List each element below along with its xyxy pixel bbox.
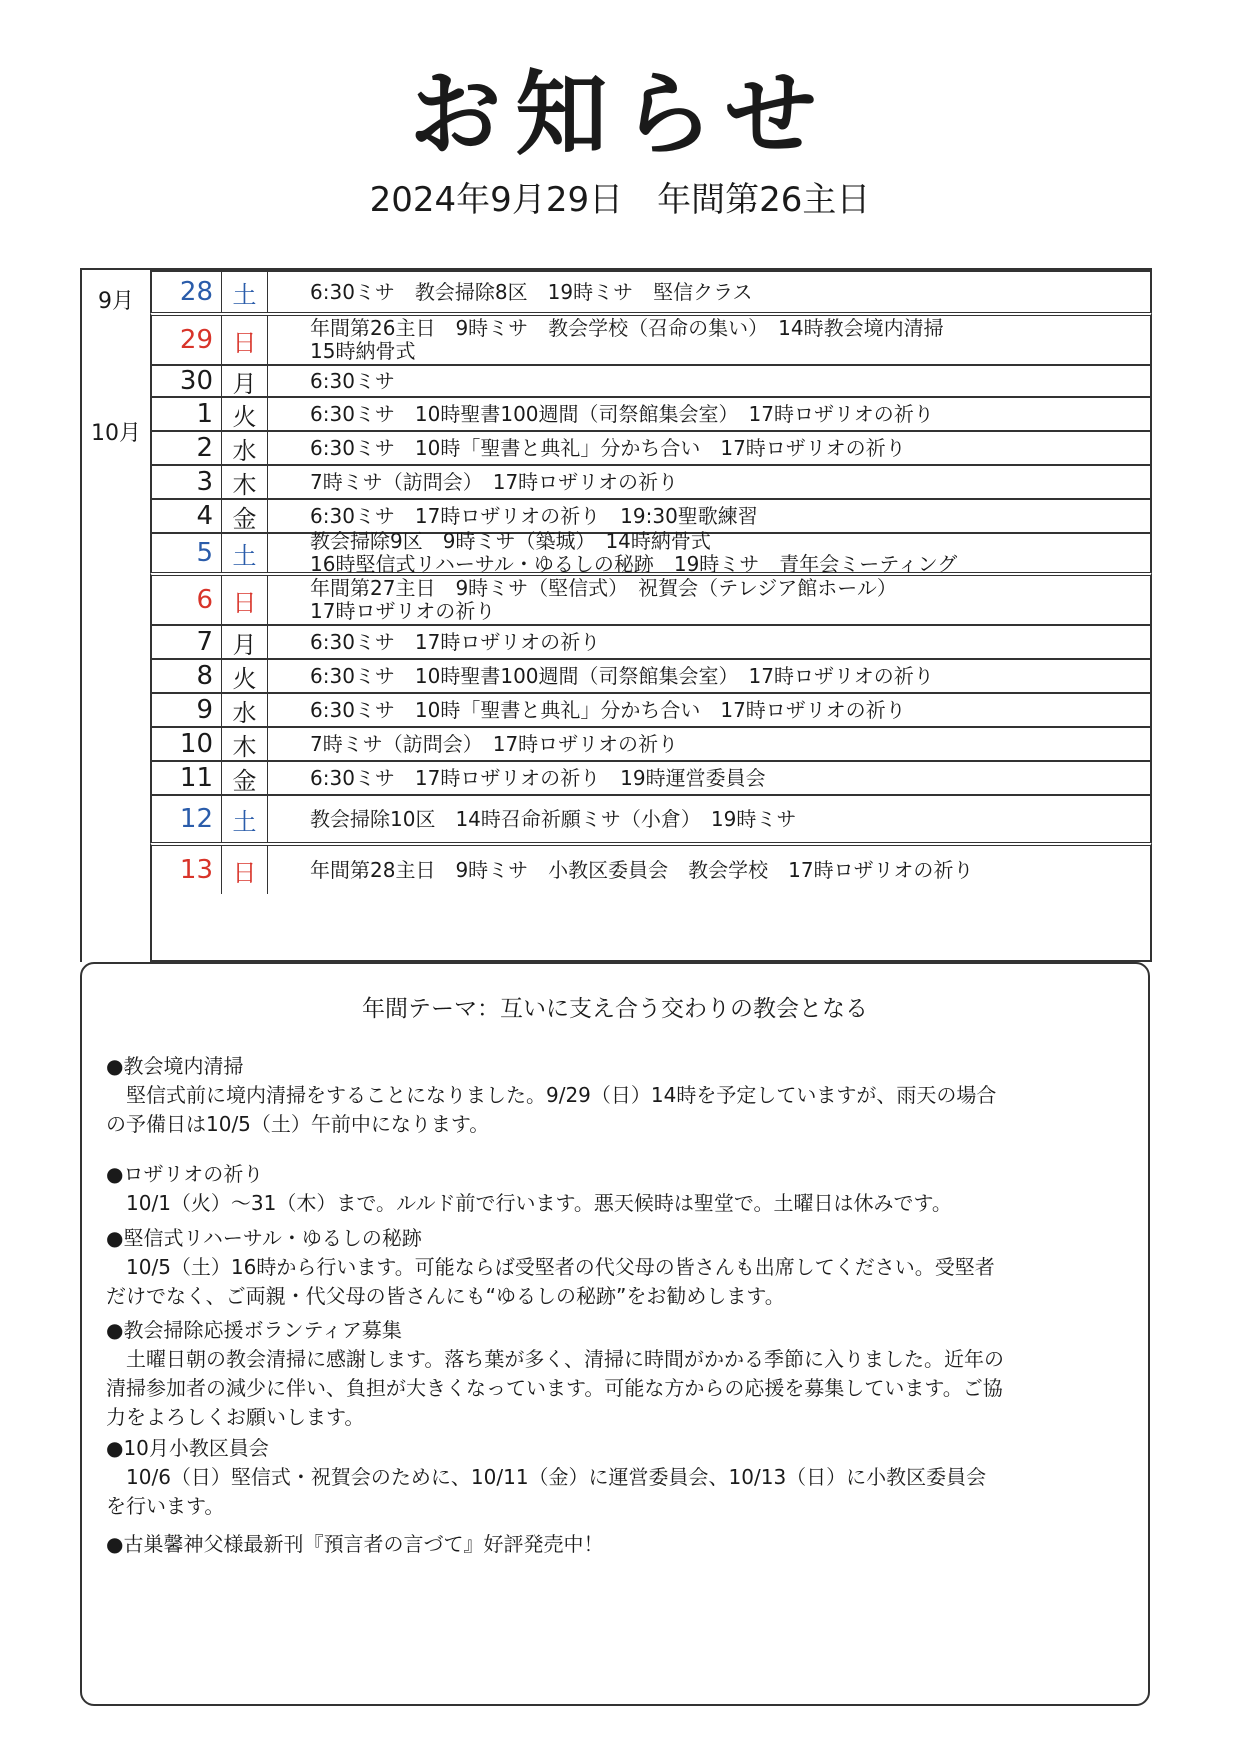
schedule-row — [150, 624, 1152, 658]
date-cell: 2 — [152, 432, 222, 464]
notice-line: 10/5（土）16時から行います。可能ならば受堅者の代父母の皆さんも出席してください。受堅者 — [126, 1255, 995, 1279]
notice-heading: ●教会境内清掃 — [106, 1054, 244, 1078]
weekday-cell: 日 — [222, 576, 268, 624]
notice-line: 10/6（日）堅信式・祝賀会のために、10/11（金）に運営委員会、10/13（日）に小教区委員会 — [126, 1465, 987, 1489]
schedule-row — [150, 396, 1152, 430]
events-cell — [268, 796, 1150, 842]
notice-body — [106, 1081, 1116, 1139]
schedule-row — [150, 726, 1152, 760]
schedule-row — [150, 464, 1152, 498]
event-line: 6:30ミサ 10時聖書100週間（司祭館集会室） 17時ロザリオの祈り — [310, 401, 934, 426]
notices-box — [80, 962, 1150, 1706]
event-line: 7時ミサ（訪問会） 17時ロザリオの祈り — [310, 469, 678, 494]
weekday-cell: 水 — [222, 694, 268, 726]
weekday-cell: 木 — [222, 466, 268, 498]
schedule-row — [150, 364, 1152, 396]
event-line: 年間第27主日 9時ミサ（堅信式） 祝賀会（テレジア館ホール） — [310, 576, 897, 600]
weekday-cell: 日 — [222, 846, 268, 894]
date-cell: 10 — [152, 728, 222, 760]
weekday-cell: 火 — [222, 660, 268, 692]
events-cell — [268, 432, 1150, 464]
event-line: 6:30ミサ 教会掃除8区 19時ミサ 堅信クラス — [310, 279, 753, 304]
event-line: 6:30ミサ 10時「聖書と典礼」分かち合い 17時ロザリオの祈り — [310, 697, 906, 722]
date-cell: 13 — [152, 846, 222, 894]
notice-heading: ●教会掃除応援ボランティア募集 — [106, 1318, 402, 1342]
date-cell: 28 — [152, 272, 222, 312]
event-line: 6:30ミサ 17時ロザリオの祈り — [310, 629, 601, 654]
events-cell — [268, 529, 1150, 576]
notice-line: 力をよろしくお願いします。 — [106, 1405, 365, 1429]
weekday-cell: 金 — [222, 500, 268, 532]
date-cell: 4 — [152, 500, 222, 532]
date-cell: 11 — [152, 762, 222, 794]
notice-heading: ●10月小教区員会 — [106, 1436, 269, 1460]
schedule-row — [150, 529, 1152, 576]
notice-line: の予備日は10/5（土）午前中になります。 — [106, 1112, 490, 1136]
notice-line: を行います。 — [106, 1494, 225, 1518]
schedule-row — [150, 430, 1152, 464]
month-label-october: 10月 — [91, 421, 141, 446]
event-line: 15時納骨式 — [310, 339, 416, 363]
notice-line: 10/1（火）～31（木）まで。ルルド前で行います。悪天候時は聖堂で。土曜日は休みです。 — [126, 1191, 952, 1215]
events-cell — [268, 500, 1150, 532]
events-cell — [268, 398, 1150, 430]
date-cell: 5 — [152, 534, 222, 572]
schedule-row — [150, 572, 1152, 624]
weekday-cell: 水 — [222, 432, 268, 464]
notice-body — [106, 1253, 1116, 1311]
weekday-cell: 土 — [222, 272, 268, 312]
schedule-rows — [150, 270, 1152, 962]
events-cell — [268, 728, 1150, 760]
event-line: 16時堅信式リハーサル・ゆるしの秘跡 19時ミサ 青年会ミーティング — [310, 552, 958, 576]
month-label-september: 9月 — [98, 289, 134, 314]
events-cell — [268, 846, 1150, 894]
event-line: 6:30ミサ — [310, 368, 395, 393]
date-cell: 7 — [152, 626, 222, 658]
event-line: 教会掃除9区 9時ミサ（築城） 14時納骨式 — [310, 529, 711, 553]
notice-line: だけでなく、ご両親・代父母の皆さんにも“ゆるしの秘跡”をお勧めします。 — [106, 1284, 785, 1308]
date-cell: 30 — [152, 366, 222, 396]
event-line: 年間第28主日 9時ミサ 小教区委員会 教会学校 17時ロザリオの祈り — [310, 857, 974, 882]
schedule-row — [150, 498, 1152, 532]
date-cell: 1 — [152, 398, 222, 430]
schedule-row — [150, 794, 1152, 842]
date-cell: 6 — [152, 576, 222, 624]
events-cell — [268, 466, 1150, 498]
weekday-cell: 月 — [222, 626, 268, 658]
event-line: 6:30ミサ 17時ロザリオの祈り 19:30聖歌練習 — [310, 503, 758, 528]
notice-item — [106, 1530, 1116, 1559]
events-cell — [268, 762, 1150, 794]
weekday-cell: 日 — [222, 316, 268, 364]
date-cell: 29 — [152, 316, 222, 364]
notice-line: 堅信式前に境内清掃をすることになりました。9/29（日）14時を予定していますが、雨天の場合 — [126, 1083, 997, 1107]
notice-item — [106, 1434, 1116, 1521]
schedule-row — [150, 760, 1152, 794]
events-cell — [268, 316, 1150, 364]
event-line: 17時ロザリオの祈り — [310, 599, 496, 623]
date-cell: 3 — [152, 466, 222, 498]
date-cell: 8 — [152, 660, 222, 692]
weekday-cell: 土 — [222, 796, 268, 842]
notice-body — [106, 1345, 1116, 1432]
date-subtitle: 2024年9月29日 年間第26主日 — [369, 180, 871, 220]
notice-line: 清掃参加者の減少に伴い、負担が大きくなっています。可能な方からの応援を募集しています。ご協 — [106, 1376, 1003, 1400]
notice-heading: ●ロザリオの祈り — [106, 1162, 264, 1186]
event-line: 7時ミサ（訪問会） 17時ロザリオの祈り — [310, 731, 678, 756]
schedule-row — [150, 270, 1152, 312]
notice-body — [106, 1189, 1116, 1218]
event-line: 教会掃除10区 14時召命祈願ミサ（小倉） 19時ミサ — [310, 806, 797, 831]
schedule-row — [150, 692, 1152, 726]
notice-item — [106, 1160, 1116, 1218]
event-line: 6:30ミサ 10時「聖書と典礼」分かち合い 17時ロザリオの祈り — [310, 435, 906, 460]
notice-item — [106, 1052, 1116, 1139]
date-cell: 9 — [152, 694, 222, 726]
schedule-row — [150, 312, 1152, 364]
date-cell: 12 — [152, 796, 222, 842]
weekday-cell: 木 — [222, 728, 268, 760]
event-line: 年間第26主日 9時ミサ 教会学校（召命の集い） 14時教会境内清掃 — [310, 316, 944, 340]
events-cell — [268, 694, 1150, 726]
notice-title: お知らせ — [409, 61, 831, 168]
weekday-cell: 土 — [222, 534, 268, 572]
weekday-cell: 金 — [222, 762, 268, 794]
schedule-row — [150, 658, 1152, 692]
notice-heading: ●堅信式リハーサル・ゆるしの秘跡 — [106, 1226, 422, 1250]
weekday-cell: 月 — [222, 366, 268, 396]
events-cell — [268, 660, 1150, 692]
weekday-cell: 火 — [222, 398, 268, 430]
events-cell — [268, 272, 1150, 312]
event-line: 6:30ミサ 10時聖書100週間（司祭館集会室） 17時ロザリオの祈り — [310, 663, 934, 688]
notice-item — [106, 1224, 1116, 1311]
notice-heading: ●古巣馨神父様最新刊『預言者の言づて』好評発売中！ — [106, 1532, 604, 1556]
event-line: 6:30ミサ 17時ロザリオの祈り 19時運営委員会 — [310, 765, 766, 790]
events-cell — [268, 366, 1150, 396]
notice-item — [106, 1316, 1116, 1432]
schedule-row — [150, 842, 1152, 962]
events-cell — [268, 576, 1150, 624]
notice-line: 土曜日朝の教会清掃に感謝します。落ち葉が多く、清掃に時間がかかる季節に入りました。近年の — [126, 1347, 1004, 1371]
month-column — [82, 270, 150, 962]
events-cell — [268, 626, 1150, 658]
annual-theme: 年間テーマ：互いに支え合う交わりの教会となる — [362, 996, 868, 1022]
notice-body — [106, 1463, 1116, 1521]
schedule-table — [80, 268, 1152, 962]
